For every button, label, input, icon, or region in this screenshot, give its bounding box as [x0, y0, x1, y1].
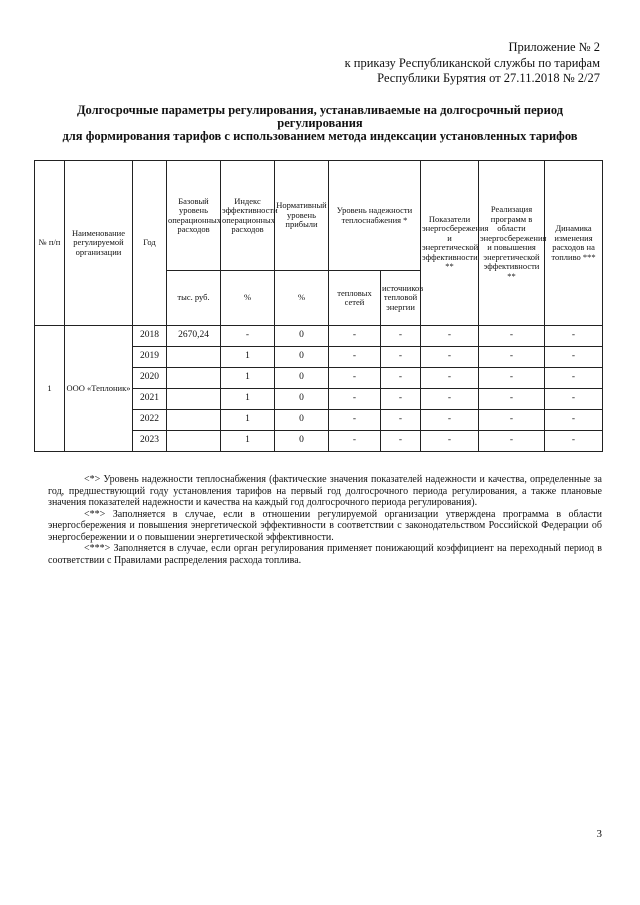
header-org: Наименование регулируемой организации: [65, 161, 133, 326]
sub-header-sources: источников тепловой энергии: [381, 271, 421, 326]
cell-base: [167, 389, 221, 410]
header-energy-program: Реализация программ в области энергосбережения и повышения энергетической эффективности **: [479, 161, 545, 326]
cell-indicators: -: [421, 326, 479, 347]
page-number: 3: [596, 828, 602, 840]
cell-sources: -: [381, 410, 421, 431]
cell-year: 2021: [133, 389, 167, 410]
table-row: [35, 326, 603, 347]
cell-sources: -: [381, 326, 421, 347]
cell-profit: 0: [275, 410, 329, 431]
cell-year: 2022: [133, 410, 167, 431]
cell-sources: -: [381, 368, 421, 389]
cell-base: [167, 368, 221, 389]
cell-indicators: -: [421, 347, 479, 368]
cell-year: 2020: [133, 368, 167, 389]
footnotes: [48, 474, 602, 566]
header-num: № п/п: [35, 161, 65, 326]
cell-fuel: -: [545, 431, 603, 452]
cell-sources: -: [381, 389, 421, 410]
cell-num: 1: [35, 326, 65, 452]
parameters-table: [34, 160, 603, 452]
cell-profit: 0: [275, 326, 329, 347]
cell-fuel: -: [545, 347, 603, 368]
cell-indicators: -: [421, 368, 479, 389]
header-fuel-dynamics: Динамика изменения расходов на топливо ***: [545, 161, 603, 326]
header-year: Год: [133, 161, 167, 326]
header-reliability: Уровень надежности теплоснабжения *: [329, 161, 421, 271]
unit-profit: %: [275, 271, 329, 326]
cell-networks: -: [329, 410, 381, 431]
cell-fuel: -: [545, 389, 603, 410]
footnote-3: <***> Заполняется в случае, если орган регулирования применяет понижающий коэффициент на переходный период в соответствии с Правилами распределения расхода топлива.: [48, 543, 602, 566]
cell-year: 2018: [133, 326, 167, 347]
appendix-header: [345, 40, 600, 87]
cell-sources: -: [381, 347, 421, 368]
cell-profit: 0: [275, 368, 329, 389]
title-line-1: Долгосрочные параметры регулирования, устанавливаемые на долгосрочный период: [76, 103, 564, 117]
cell-index: 1: [221, 347, 275, 368]
cell-program: -: [479, 431, 545, 452]
cell-base: [167, 347, 221, 368]
cell-networks: -: [329, 368, 381, 389]
appendix-line-3: Республики Бурятия от 27.11.2018 № 2/27: [377, 71, 600, 85]
cell-indicators: -: [421, 410, 479, 431]
header-row: [35, 161, 603, 271]
cell-index: 1: [221, 410, 275, 431]
cell-base: [167, 410, 221, 431]
header-energy-indicators: Показатели энергосбережения и энергетической эффективности **: [421, 161, 479, 326]
cell-sources: -: [381, 431, 421, 452]
cell-program: -: [479, 410, 545, 431]
header-profit: Нормативный уровень прибыли: [275, 161, 329, 271]
cell-program: -: [479, 326, 545, 347]
cell-networks: -: [329, 431, 381, 452]
footnote-2: <**> Заполняется в случае, если в отношении регулируемой организации утверждена программа в области энергосбережения и повышения энергетической эффективности в соответствии с законодательством Российской Федерации об энергосбережении и о повышении энергетической эффективности.: [48, 508, 602, 543]
appendix-line-2: к приказу Республиканской службы по тарифам: [344, 55, 600, 70]
document-title: [40, 104, 600, 143]
cell-fuel: -: [545, 326, 603, 347]
cell-fuel: -: [545, 410, 603, 431]
cell-index: 1: [221, 431, 275, 452]
cell-indicators: -: [421, 389, 479, 410]
cell-networks: -: [329, 389, 381, 410]
cell-org: ООО «Теплоник»: [65, 326, 133, 452]
header-index: Индекс эффективности операционных расходов: [221, 161, 275, 271]
unit-base: тыс. руб.: [167, 271, 221, 326]
cell-program: -: [479, 389, 545, 410]
cell-year: 2023: [133, 431, 167, 452]
cell-base: [167, 431, 221, 452]
cell-networks: -: [329, 326, 381, 347]
unit-index: %: [221, 271, 275, 326]
sub-header-networks: тепловых сетей: [329, 271, 381, 326]
cell-profit: 0: [275, 389, 329, 410]
cell-program: -: [479, 347, 545, 368]
cell-base: 2670,24: [167, 326, 221, 347]
cell-index: -: [221, 326, 275, 347]
cell-fuel: -: [545, 368, 603, 389]
footnote-1: <*> Уровень надежности теплоснабжения (фактические значения показателей надежности и качества, определенные за год, предшествующий году установления тарифов на первый год долгосрочного периода регулирования, а также плановые значения показателей надежности и качества на каждый год долгосрочного периода регулирования).: [48, 474, 602, 508]
cell-index: 1: [221, 368, 275, 389]
title-line-2: регулирования: [277, 116, 363, 130]
cell-profit: 0: [275, 347, 329, 368]
cell-indicators: -: [421, 431, 479, 452]
cell-year: 2019: [133, 347, 167, 368]
title-line-3: для формирования тарифов с использованием метода индексации установленных тарифов: [62, 129, 578, 143]
cell-profit: 0: [275, 431, 329, 452]
appendix-line-1: Приложение № 2: [508, 40, 600, 54]
header-base: Базовый уровень операционных расходов: [167, 161, 221, 271]
cell-index: 1: [221, 389, 275, 410]
cell-networks: -: [329, 347, 381, 368]
cell-program: -: [479, 368, 545, 389]
